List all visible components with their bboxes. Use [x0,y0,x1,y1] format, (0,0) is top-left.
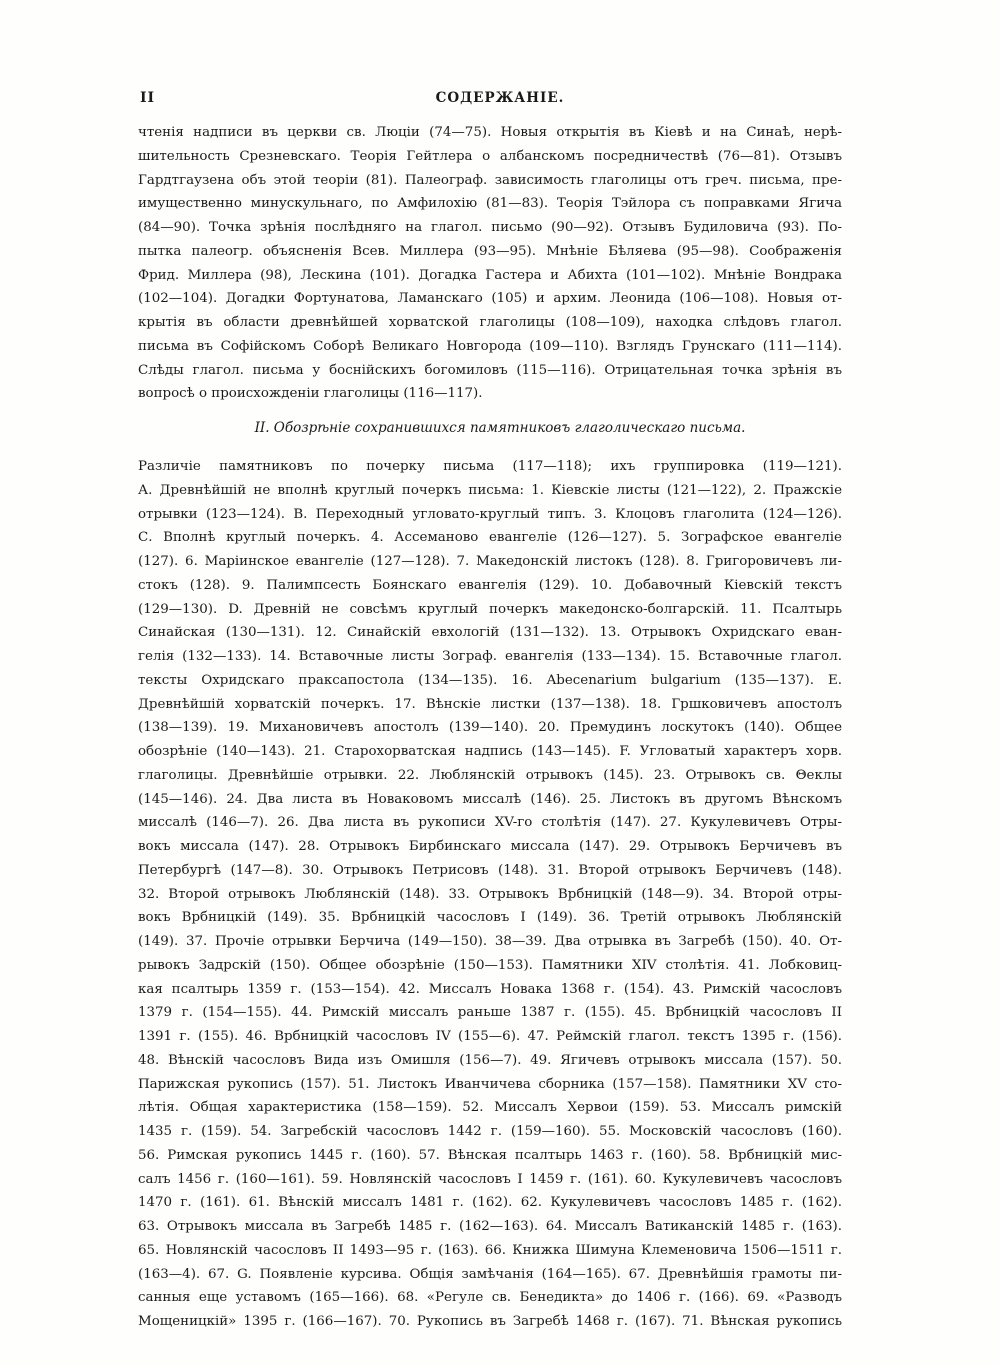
text-line: обозрѣніе (140—143). 21. Старохорватская надпись (143—145). F. Угловатый характеръ хорв. [138,744,842,759]
text-line: Фрид. Миллера (98), Лескина (101). Догадка Гастера и Абихта (101—102). Мнѣніе Вондрака [138,267,842,283]
text-line: (163—4). 67. G. Появленіе курсива. Общія замѣчанія (164—165). 67. Древнѣйшія грамоты пи- [138,1266,842,1282]
text-line: С. Вполнѣ круглый почеркъ. 4. Ассеманово евангеліе (126—127). 5. Зографское евангеліе [138,530,842,546]
text-line: чтенія надписи въ церкви св. Люціи (74—75). Новыя открытія въ Кіевѣ и на Синаѣ, нерѣ- [138,125,842,140]
text-line: Петербургѣ (147—8). 30. Отрывокъ Петрисовъ (148). 31. Второй отрывокъ Берчичевъ (148). [138,862,842,878]
paragraph-2 [138,455,842,1334]
text-line: пытка палеогр. объясненія Всев. Миллера (93—95). Мнѣніе Бѣляева (95—98). Соображенія [138,243,842,259]
section-heading: II. Обозрѣніе сохранившихся памятниковъ глаголическаго письма. [254,420,746,436]
text-line: 1435 г. (159). 54. Загребскій часословъ 1442 г. (159—160). 55. Московскій часословъ (160). [138,1124,842,1139]
text-line: (138—139). 19. Михановичевъ апостолъ (139—140). 20. Премудинъ лоскутокъ (140). Общее [138,720,842,736]
text-line: стокъ (128). 9. Палимпсесть Боянскаго евангелія (129). 10. Добавочный Кіевскій текстъ [138,577,842,593]
text-line: крытія въ области древнѣйшей хорватской глаголицы (108—109), находка слѣдовъ глагол. [138,315,842,330]
paragraph-1 [138,121,842,406]
running-title: СОДЕРЖАНІЕ. [435,90,565,106]
text-line: кая псалтырь 1359 г. (153—154). 42. Миссалъ Новака 1368 г. (154). 43. Римскій часословъ [138,981,842,997]
text-line: лѣтія. Общая характеристика (158—159). 52. Миссалъ Хервои (159). 53. Миссалъ римскій [138,1100,842,1116]
text-line: рывокъ Задрскій (150). Общее обозрѣніе (150—153). Памятники XIV столѣтія. 41. Лобковиц- [138,957,842,973]
text-line: шительность Срезневскаго. Теорія Гейтлера о албанскомъ посредничествѣ (76—81). Отзывъ [138,148,842,164]
text-line: санныя еще уставомъ (165—166). 68. «Регуле св. Бенедикта» до 1406 г. (166). 69. «Разводъ [138,1290,842,1306]
text-line: 1379 г. (154—155). 44. Римскій миссалъ раньше 1387 г. (155). 45. Врбницкій часословъ II [138,1005,842,1021]
text-line: Синайская (130—131). 12. Синайскій евхологій (131—132). 13. Отрывокъ Охридскаго еван- [138,625,842,641]
text-line: салъ 1456 г. (160—161). 59. Новлянскій часословъ I 1459 г. (161). 60. Кукулевичевъ часословъ [138,1171,842,1187]
text-line: Гардтгаузена объ этой теоріи (81). Палеограф. зависимость глаголицы отъ греч. письма, пре- [138,172,842,188]
text-line: 1470 г. (161). 61. Вѣнскій миссалъ 1481 г. (162). 62. Кукулевичевъ часословъ 1485 г. (162). [138,1195,842,1211]
text-line: (102—104). Догадки Фортунатова, Ламанскаго (105) и архим. Леонида (106—108). Новыя от- [138,291,842,307]
text-line: (149). 37. Прочіе отрывки Берчича (149—150). 38—39. Два отрывка въ Загребѣ (150). 40. От- [138,934,842,949]
text-line: 32. Второй отрывокъ Люблянскій (148). 33. Отрывокъ Врбницкій (148—9). 34. Второй отры- [138,886,842,902]
text-line: вопросѣ о происхожденіи глаголицы (116—117). [138,386,483,402]
text-line: 48. Вѣнскій часословъ Вида изъ Омишля (156—7). 49. Ягичевъ отрывокъ миссала (157). 50. [138,1052,842,1068]
text-line: 63. Отрывокъ миссала въ Загребѣ 1485 г. (162—163). 64. Миссалъ Ватиканскій 1485 г. (163). [138,1219,842,1234]
text-line: (84—90). Точка зрѣнія послѣдняго на глагол. письмо (90—92). Отзывъ Будиловича (93). По- [138,220,842,235]
text-line: (129—130). D. Древній не совсѣмъ круглый почеркъ македонско-болгарскій. 11. Псалтырь [138,601,842,617]
text-line: 56. Римская рукопись 1445 г. (160). 57. Вѣнская псалтырь 1463 г. (160). 58. Врбницкій мис- [138,1147,842,1163]
text-line: Парижская рукопись (157). 51. Листокъ Иванчичева сборника (157—158). Памятники XV сто- [138,1076,842,1092]
text-line: Древнѣйшій хорватскій почеркъ. 17. Вѣнскіе листки (137—138). 18. Гршковичевъ апостолъ [138,696,842,712]
text-line: тексты Охридскаго праксапостола (134—135). 16. Abecenarium bulgarium (135—137). E. [138,672,842,688]
text-line: гелія (132—133). 14. Вставочные листы Зограф. евангелія (133—134). 15. Вставочные глагол. [138,649,842,664]
text-line: (127). 6. Маріинское евангеліе (127—128). 7. Македонскій листокъ (128). 8. Григоровичевъ ли- [138,554,842,569]
text-line: вокъ миссала (147). 28. Отрывокъ Бирбинскаго миссала (147). 29. Отрывокъ Берчичевъ въ [138,839,842,854]
page-number: II [140,90,156,106]
text-line: Слѣды глагол. письма у боснійскихъ богомиловъ (115—116). Отрицательная точка зрѣнія въ [138,362,842,378]
text-line: Различіе памятниковъ по почерку письма (117—118); ихъ группировка (119—121). [138,459,842,474]
text-line: Мощеницкій» 1395 г. (166—167). 70. Рукопись въ Загребѣ 1468 г. (167). 71. Вѣнская рукопись [138,1314,842,1329]
text-line: 65. Новлянскій часословъ II 1493—95 г. (163). 66. Книжка Шимуна Клеменовича 1506—1511 г. [138,1242,842,1258]
text-line: имущественно минускульнаго, по Амфилохію (81—83). Теорія Тэйлора съ поправками Ягича [138,196,842,212]
text-line: 1391 г. (155). 46. Врбницкій часословъ IV (155—6). 47. Реймскій глагол. текстъ 1395 г. (156). [138,1029,842,1044]
text-line: письма въ Софійскомъ Соборѣ Великаго Новгорода (109—110). Взглядъ Грунскаго (111—114). [138,338,842,354]
text-line: (145—146). 24. Два листа въ Новаковомъ миссалѣ (146). 25. Листокъ въ другомъ Вѣнскомъ [138,791,842,807]
text-line: отрывки (123—124). В. Переходный угловато-круглый типъ. 3. Клоцовъ глаголита (124—126). [138,506,842,522]
text-line: вокъ Врбницкій (149). 35. Врбницкій часословъ I (149). 36. Третій отрывокъ Люблянскій [138,910,842,926]
text-line: миссалѣ (146—7). 26. Два листа въ рукописи XV-го столѣтія (147). 27. Кукулевичевъ Отры- [138,815,842,831]
text-line: А. Древнѣйшій не вполнѣ круглый почеркъ письма: 1. Кіевскіе листы (121—122), 2. Пражскіе [138,482,842,498]
text-line: глаголицы. Древнѣйшіе отрывки. 22. Люблянскій отрывокъ (145). 23. Отрывокъ св. Θеклы [138,767,842,783]
